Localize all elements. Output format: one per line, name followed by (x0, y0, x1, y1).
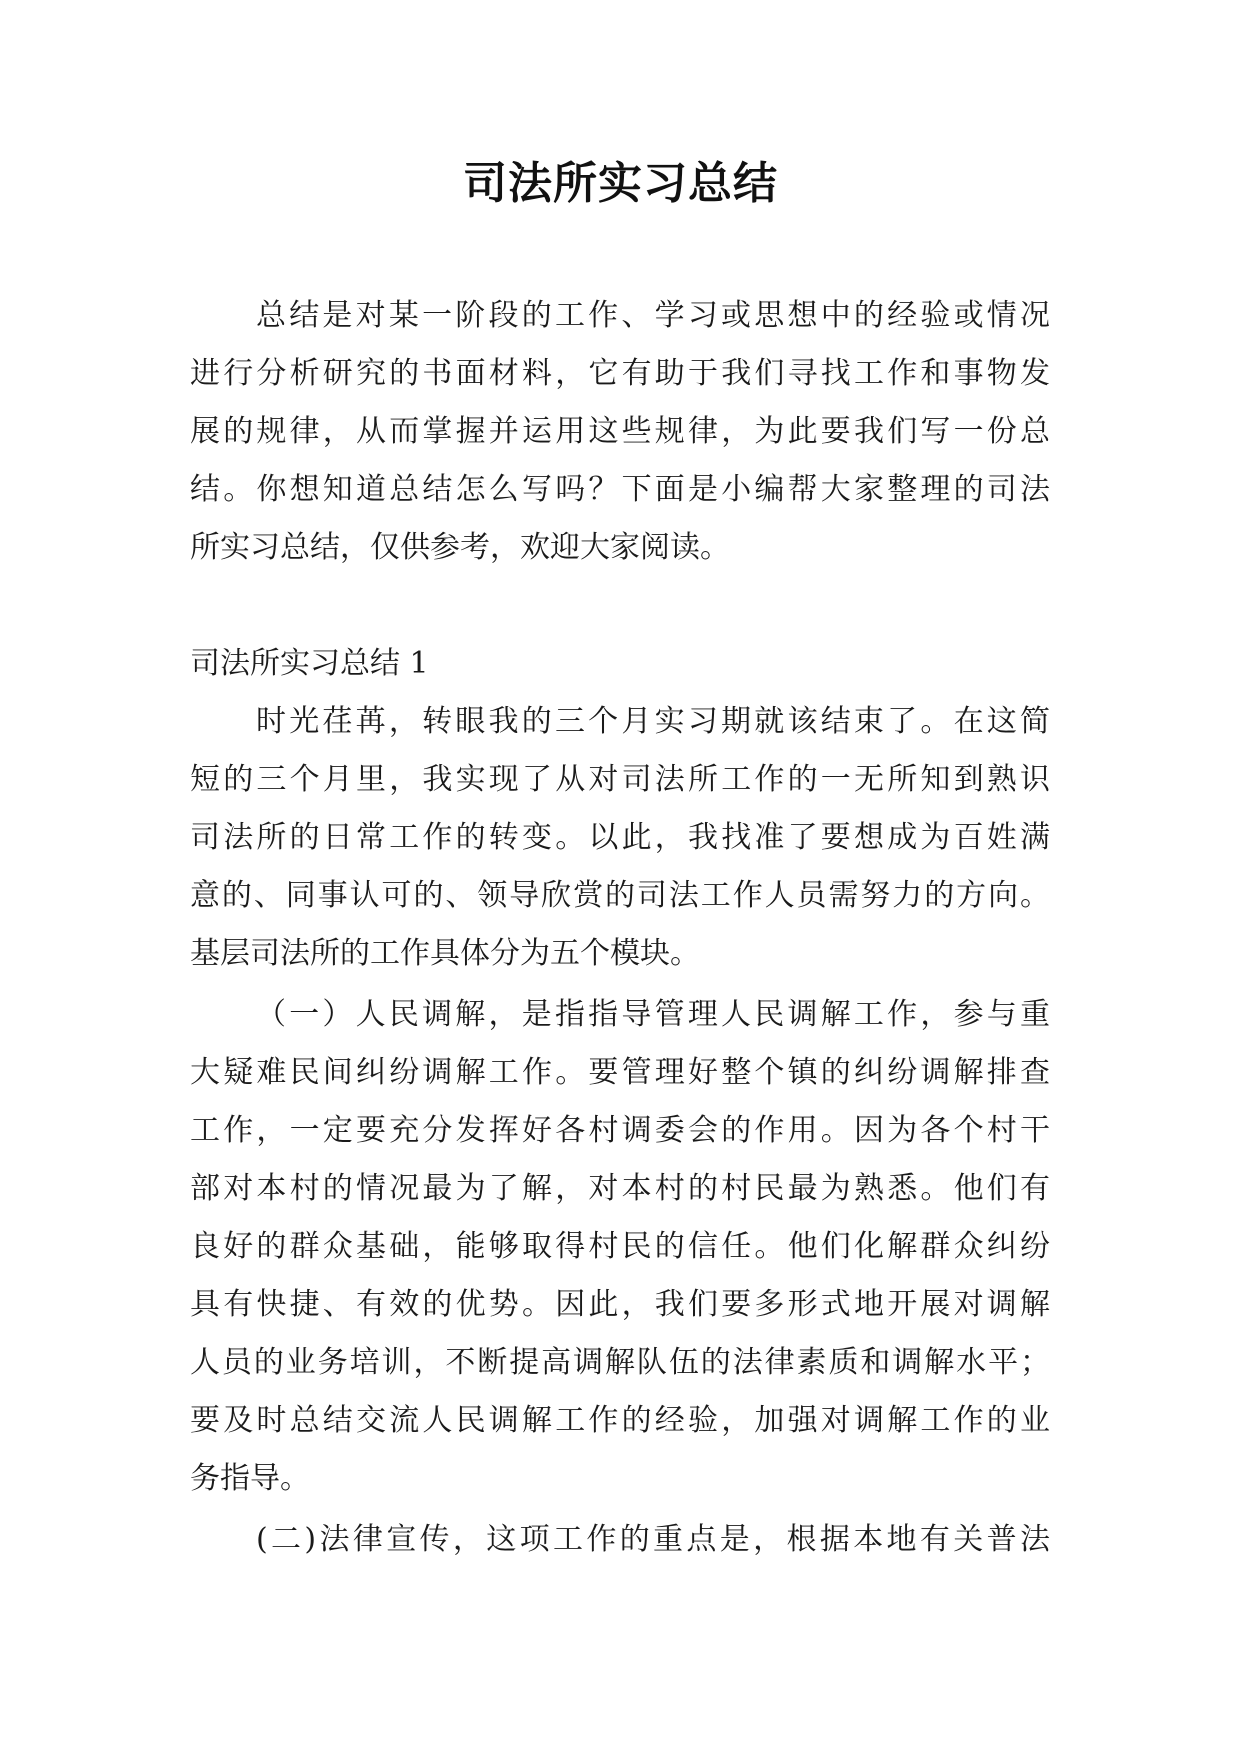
paragraph-line: 展的规律，从而掌握并运用这些规律，为此要我们写一份总 (190, 414, 1050, 449)
paragraph-line: （一）人民调解，是指指导管理人民调解工作，参与重 (256, 997, 1050, 1032)
paragraph-line: 时光荏苒，转眼我的三个月实习期就该结束了。在这简 (256, 704, 1050, 739)
paragraph-line: 良好的群众基础，能够取得村民的信任。他们化解群众纠纷 (190, 1229, 1050, 1264)
paragraph-line: 要及时总结交流人民调解工作的经验，加强对调解工作的业 (190, 1403, 1050, 1438)
paragraph-line: 意的、同事认可的、领导欣赏的司法工作人员需努力的方向。 (190, 878, 1050, 913)
paragraph-line: 人员的业务培训，不断提高调解队伍的法律素质和调解水平； (190, 1345, 1050, 1380)
intro-paragraph (190, 287, 1050, 577)
paragraph-line: 总结是对某一阶段的工作、学习或思想中的经验或情况 (256, 298, 1050, 333)
paragraph-line: 部对本村的情况最为了解，对本村的村民最为熟悉。他们有 (190, 1171, 1050, 1206)
paragraph-line: 结。你想知道总结怎么写吗？下面是小编帮大家整理的司法 (190, 472, 1050, 507)
paragraph-line: (二)法律宣传，这项工作的重点是，根据本地有关普法 (256, 1522, 1050, 1557)
paragraph-line: 进行分析研究的书面材料，它有助于我们寻找工作和事物发 (190, 356, 1050, 391)
document-body (190, 287, 1050, 1569)
paragraph-2 (190, 986, 1050, 1508)
paragraph-line: 基层司法所的工作具体分为五个模块。 (190, 936, 700, 971)
paragraph-line: 工作，一定要充分发挥好各村调委会的作用。因为各个村干 (190, 1113, 1050, 1148)
document-title: 司法所实习总结 (463, 158, 778, 209)
paragraph-line: 具有快捷、有效的优势。因此，我们要多形式地开展对调解 (190, 1287, 1050, 1322)
paragraph-line: 司法所的日常工作的转变。以此，我找准了要想成为百姓满 (190, 820, 1050, 855)
paragraph-line: 短的三个月里，我实现了从对司法所工作的一无所知到熟识 (190, 762, 1050, 797)
paragraph-line: 务指导。 (190, 1461, 310, 1496)
paragraph-line: 所实习总结，仅供参考，欢迎大家阅读。 (190, 530, 730, 565)
paragraph-line: 大疑难民间纠纷调解工作。要管理好整个镇的纠纷调解排查 (190, 1055, 1050, 1090)
section-heading: 司法所实习总结 1 (190, 646, 429, 681)
paragraph-1 (190, 693, 1050, 983)
paragraph-3 (190, 1511, 1050, 1569)
